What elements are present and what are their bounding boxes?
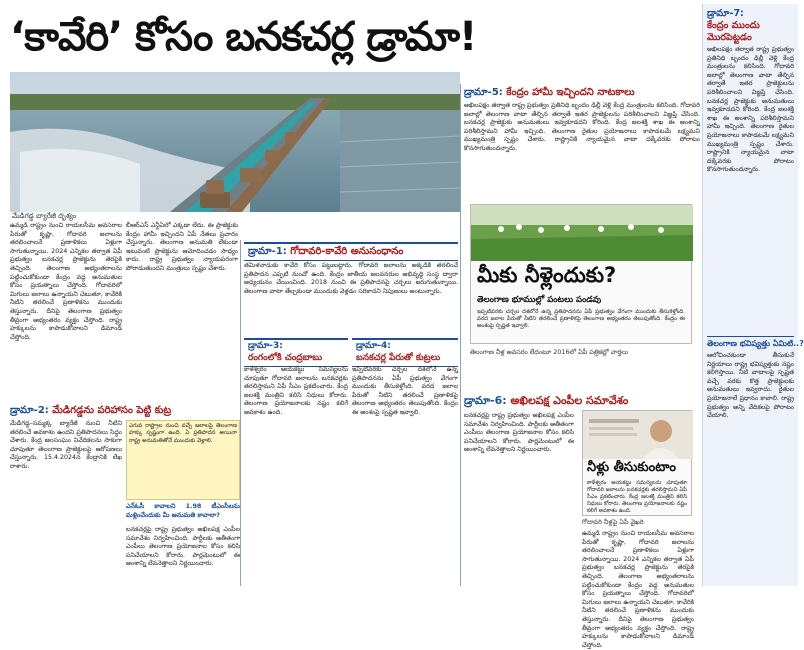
newspaper-clipping-2 <box>582 410 692 516</box>
drama5-tag: డ్రామా-5: <box>464 87 503 98</box>
leader-portrait <box>583 411 693 459</box>
clipping1-caption: తెలంగాణ నీళ్ల అవసరం లేదంటూ 2016లో ఏపీ పత్రికల్లో వార్తలు <box>470 348 629 356</box>
intro-text: ఉమ్మడి రాష్ట్రం నుంచి రాయలసీమ అవసరాల పేరుతో కృష్ణా, గోదావరి జలాలను తరలించాలనే ప్రణాళికలు ఏళ్లుగా సాగుతున్నాయి. 2024 ఎన్నికల తర్వాత ఏపీ ప్రభుత్వం బనకచర్ల ప్రాజెక్టును తెరపైకి తెచ్చింది. తెలంగాణ అభ్యంతరాలను పట్టించుకోకుండా కేంద్రం వద్ద అనుమతుల కోసం ప్రయత్నాలు చేస్తోంది. గోదావరిలో మిగులు జలాలు ఉన్నాయని చెబుతూ, కావేరికి నీటిని తరలించే ప్రణాళికను ముందుకు తెస్తున్నారు. దీనిపై తెలంగాణ ప్రభుత్వం తీవ్రంగా అభ్యంతరం వ్యక్తం చేస్తోంది. రాష్ట్ర హక్కులను కాపాడుకోవాలని డిమాండ్ చేస్తోంది. <box>10 222 122 341</box>
callout-body: బనకచర్లపై రాష్ట్ర ప్రభుత్వం అఖిలపక్ష ఎంపీల సమావేశం నిర్వహించింది. పార్టీలకు అతీతంగా ఎంపీలు తెలంగాణ ప్రయోజనాల కోసం కలిసి పనిచేయాలని కోరారు. పార్లమెంటులో ఈ అంశాన్ని లేవనెత్తాలని నిర్ణయించారు. <box>126 526 240 568</box>
drama3-heading <box>244 338 348 367</box>
drama4-text: ఇప్పటివరకు చర్చల దశలోనే ఉన్న ప్రతిపాదనను ఏపీ ప్రభుత్వం వేగంగా ముందుకు తీసుకెళ్తోంది. వరద జలాల పేరుతో నీటిని తరలించే ప్రణాళికపై తెలంగాణ అభ్యంతరం తెలుపుతోంది. కేంద్రం ఈ అంశంపై స్పష్టత ఇవ్వాలి. <box>352 366 458 416</box>
drama6-text: బనకచర్లపై రాష్ట్ర ప్రభుత్వం అఖిలపక్ష ఎంపీల సమావేశం నిర్వహించింది. పార్టీలకు అతీతంగా ఎంపీలు తెలంగాణ ప్రయోజనాల కోసం కలిసి పనిచేయాలని కోరారు. పార్లమెంటులో ఈ అంశాన్ని లేవనెత్తాలని నిర్ణయించారు. <box>464 412 574 454</box>
drama1-heading <box>244 242 458 261</box>
clipping1-subline: తెలంగాణ భూముల్లో పంటలు పండవు <box>477 295 602 305</box>
clipping1-body: ఇప్పటివరకు చర్చల దశలోనే ఉన్న ప్రతిపాదనను ఏపీ ప్రభుత్వం వేగంగా ముందుకు తీసుకెళ్తోంది. వరద జలాల పేరుతో నీటిని తరలించే ప్రణాళికపై తెలంగాణ అభ్యంతరం తెలుపుతోంది. కేంద్రం ఈ అంశంపై స్పష్టత ఇవ్వాలి. <box>477 309 685 329</box>
drama5-text: అఖిలపక్షం తర్వాత రాష్ట్ర ప్రభుత్వం ప్రతినిధి బృందం ఢిల్లీ వెళ్లి కేంద్ర మంత్రులను కలిసింది. గోదావరి జలాల్లో తెలంగాణ వాటా తేల్చిన తర్వాతే ఇతర ప్రాజెక్టులను పరిశీలించాలని విజ్ఞప్తి చేసింది. బనకచర్ల ప్రాజెక్టుకు అనుమతులు ఇవ్వకూడదని కోరింది. కేంద్ర జలశక్తి శాఖ ఈ అంశాన్ని పరిశీలిస్తామని హామీ ఇచ్చింది. తెలంగాణ రైతుల ప్రయోజనాలు కాపాడటమే లక్ష్యమని ముఖ్యమంత్రి స్పష్టం చేశారు. రాష్ట్రానికి న్యాయమైన వాటా దక్కేవరకు పోరాటం కొనసాగుతుందన్నారు. <box>464 102 700 152</box>
drama3-tag: డ్రామా-3: <box>248 341 283 351</box>
drama4-title: బనకచర్ల పేరుతో కుట్రలు <box>356 353 441 363</box>
drama5-heading <box>464 86 700 100</box>
clipping2-headline: నీళ్లు తీసుకుంటాం <box>587 460 676 475</box>
clipping2-body: కాళేశ్వరం ఆయకట్టు సమస్యలను చూపుతూ గోదావరి జలాలను బనకచర్లకు తరలిస్తామని ఏపీ సీఎం ప్రకటించారు. కేంద్ర జలశక్తి మంత్రిని కలిసి నిధులు కోరారు. తెలంగాణ ప్రయోజనాలకు నష్టం కలిగే అవకాశం ఉంది. <box>587 480 687 514</box>
intro-continued: బీఆర్ఎస్ ఎన్డీఏలో ఎక్కడా లేదు. ఈ ప్రాజెక్టుకు కేంద్రం హామీ ఇచ్చిందని ఏపీ నేతలు ప్రచారం చేస్తున్నారు. తెలంగాణ అనుమతి లేకుండా ఇటువంటి ప్రాజెక్టును ఆమోదించడం సాధ్యం కాదు. రాష్ట్ర ప్రభుత్వం న్యాయపరంగా పోరాడుతుందని మంత్రులు స్పష్టం చేశారు. <box>126 222 238 272</box>
drama1-title: గోదావరి-కావేరి అనుసంధానం <box>290 246 404 257</box>
page-headline: ‘కావేరి’ కోసం బనకచర్ల డ్రామా! <box>10 14 477 60</box>
drama7-heading <box>703 4 798 46</box>
drama7-title: కేంద్రం ముందు మొరపెట్టడం <box>707 20 760 43</box>
telangana-future-text: ఆలోచించకుండా తీసుకునే నిర్ణయాలు రాష్ట్ర భవిష్యత్తుకు నష్టం కలిగిస్తాయి. నీటి వాటాలపై స్పష్టత వచ్చే వరకు కొత్త ప్రాజెక్టులకు అనుమతులు ఇవ్వరాదు. రైతుల ప్రయోజనాలే ప్రధానం కావాలి. రాష్ట్ర ప్రభుత్వం అన్ని వేదికలపై పోరాటం చేయాలి. <box>707 352 794 420</box>
document-excerpt <box>126 420 240 500</box>
dam-photo <box>10 72 460 212</box>
drama6-tag: డ్రామా-6: <box>464 394 507 407</box>
drama7-tag: డ్రామా-7: <box>707 8 744 19</box>
column-divider <box>240 240 241 586</box>
photo-caption: మేడిగడ్డ బ్యారేజీ దృశ్యం <box>12 212 77 220</box>
clipping2-followup: ఉమ్మడి రాష్ట్రం నుంచి రాయలసీమ అవసరాల పేరుతో కృష్ణా, గోదావరి జలాలను తరలించాలనే ప్రణాళికలు ఏళ్లుగా సాగుతున్నాయి. 2024 ఎన్నికల తర్వాత ఏపీ ప్రభుత్వం బనకచర్ల ప్రాజెక్టును తెరపైకి తెచ్చింది. తెలంగాణ అభ్యంతరాలను పట్టించుకోకుండా కేంద్రం వద్ద అనుమతుల కోసం ప్రయత్నాలు చేస్తోంది. గోదావరిలో మిగులు జలాలు ఉన్నాయని చెబుతూ, కావేరికి నీటిని తరలించే ప్రణాళికను ముందుకు తెస్తున్నారు. దీనిపై తెలంగాణ ప్రభుత్వం తీవ్రంగా అభ్యంతరం వ్యక్తం చేస్తోంది. రాష్ట్ర హక్కులను కాపాడుకోవాలని డిమాండ్ చేస్తోంది. <box>582 530 694 649</box>
drama1-tag: డ్రామా-1: <box>248 246 287 257</box>
clipping2-caption: గోదావరి నీళ్లపై ఏపీ వైఖరి <box>582 518 644 526</box>
drama6-title: అఖిలపక్ష ఎంపీల సమావేశం <box>510 394 629 407</box>
telangana-future-heading: తెలంగాణ భవిష్యత్తు ఏమిటి..? <box>707 336 794 350</box>
barrage-illustration <box>10 72 460 212</box>
drama4-tag: డ్రామా-4: <box>356 341 391 351</box>
drama2-text: మేడిగడ్డ–సమ్మక్క బ్యారేజీ నుంచి నీటిని తరలించే అవకాశం ఉందని ప్రతిపాదనలు సిద్ధం చేశారు. కేంద్ర జలసంఘం నివేదికలను సాకుగా చూపుతూ తెలంగాణ ప్రాజెక్టులపై ఆరోపణలు చేస్తున్నారు. 15.4.2024న కేంద్రానికి లేఖ రాశారు. <box>10 420 122 470</box>
drama2-tag: డ్రామా-2: <box>10 405 49 416</box>
clipping1-headline: మీకు నీళ్లెందుకు? <box>477 263 617 287</box>
column-divider <box>460 84 461 586</box>
drama3-text: కాళేశ్వరం ఆయకట్టు సమస్యలను చూపుతూ గోదావరి జలాలను బనకచర్లకు తరలిస్తామని ఏపీ సీఎం ప్రకటించారు. కేంద్ర జలశక్తి మంత్రిని కలిసి నిధులు కోరారు. తెలంగాణ ప్రయోజనాలకు నష్టం కలిగే అవకాశం ఉంది. <box>244 366 348 416</box>
drama7-text: అఖిలపక్షం తర్వాత రాష్ట్ర ప్రభుత్వం ప్రతినిధి బృందం ఢిల్లీ వెళ్లి కేంద్ర మంత్రులను కలిసింది. గోదావరి జలాల్లో తెలంగాణ వాటా తేల్చిన తర్వాతే ఇతర ప్రాజెక్టులను పరిశీలించాలని విజ్ఞప్తి చేసింది. బనకచర్ల ప్రాజెక్టుకు అనుమతులు ఇవ్వకూడదని కోరింది. కేంద్ర జలశక్తి శాఖ ఈ అంశాన్ని పరిశీలిస్తామని హామీ ఇచ్చింది. తెలంగాణ రైతుల ప్రయోజనాలు కాపాడటమే లక్ష్యమని ముఖ్యమంత్రి స్పష్టం చేశారు. రాష్ట్రానికి న్యాయమైన వాటా దక్కేవరకు పోరాటం కొనసాగుతుందన్నారు. <box>707 46 794 174</box>
drama5-title: కేంద్రం హామీ ఇచ్చిందని నాటకాలు <box>506 87 635 98</box>
newspaper-clipping-1 <box>470 204 692 344</box>
drama2-title: మేడిగడ్డను పరిహాసం పెట్టి కుట్ర <box>52 405 172 416</box>
drama4-heading <box>352 338 458 367</box>
drama3-title: రంగంలోకి చంద్రబాబు <box>248 353 323 363</box>
farm-photo <box>471 205 693 261</box>
drama6-heading <box>464 394 700 408</box>
drama1-text: తమిళనాడుకు కావేరి కోసం పట్టుబట్టారు. గోదావరి జలాలను అక్కడికి తరలించే ప్రతిపాదన ఎప్పటి నుంచో ఉంది. కేంద్రం జాతీయ జలవనరుల అభివృద్ధి సంస్థ ద్వారా అధ్యయనం చేయించింది. 2018 నుంచి ఈ ప్రతిపాదనపై చర్చలు జరుగుతున్నాయి. తెలంగాణ వాటా తేల్చకుండా ముందుకు వెళ్లడం సరికాదని నిపుణులు అంటున్నారు. <box>244 262 458 295</box>
callout-heading: ఎన్ఓసీ కావాలని 1.98 టీఎంసీలను మళ్లించేందుకు మీ అనుమతి కావాలా? <box>126 502 240 519</box>
sidebar-column <box>702 4 804 586</box>
drama2-heading <box>10 404 235 418</box>
excerpt-text: ఎగువ రాష్ట్రాల నుంచి వచ్చే జలాలపై తెలంగాణ హక్కు స్పష్టంగా ఉంది. ఏ ప్రతిపాదన అయినా రాష్ట్ర అనుమతితోనే ముందుకు వెళ్లాలి. <box>129 423 237 444</box>
